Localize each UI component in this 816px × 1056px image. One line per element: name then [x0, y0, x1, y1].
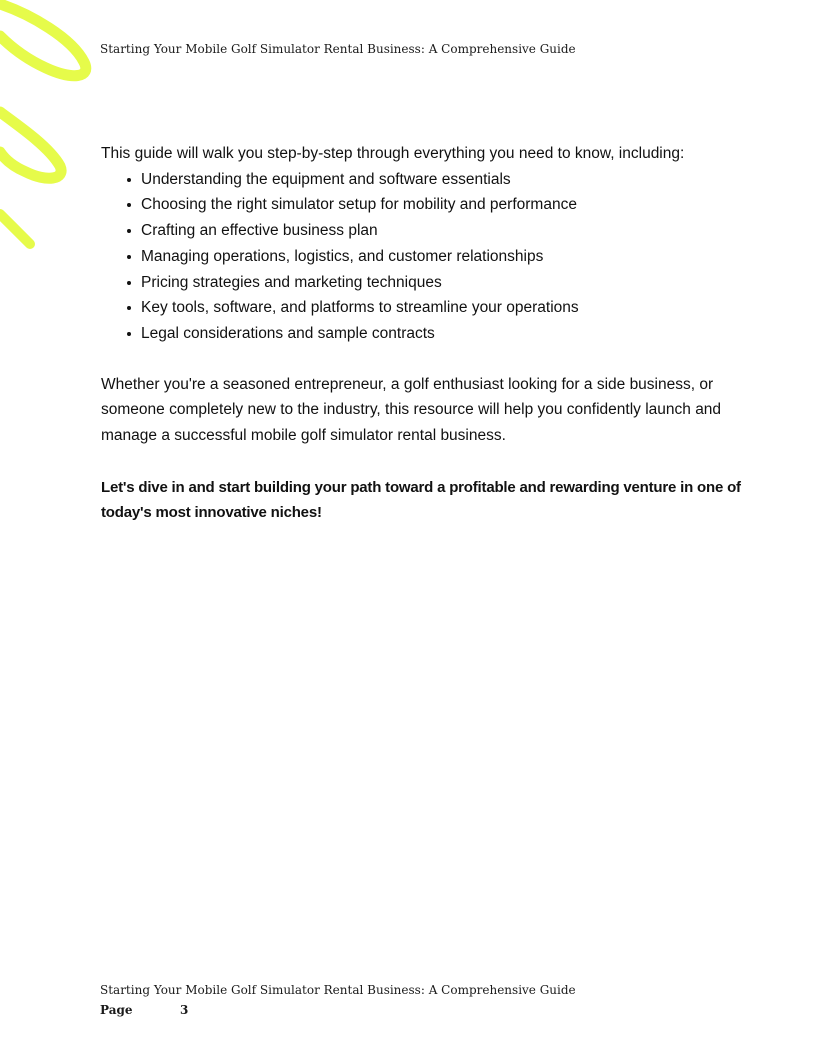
list-item: Legal considerations and sample contracts [141, 321, 741, 347]
intro-text: This guide will walk you step-by-step through everything you need to know, including: [101, 145, 685, 162]
swoosh-stroke-tail [0, 214, 30, 244]
list-item: Choosing the right simulator setup for mobility and performance [141, 192, 741, 218]
page-header-title: Starting Your Mobile Golf Simulator Rental Business: A Comprehensive Guide [100, 42, 576, 56]
list-item: Crafting an effective business plan [141, 218, 741, 244]
list-item: Pricing strategies and marketing techniques [141, 270, 741, 296]
list-item: Key tools, software, and platforms to streamline your operations [141, 295, 741, 321]
list-item: Managing operations, logistics, and customer relationships [141, 244, 741, 270]
page-footer [100, 983, 576, 1017]
footer-title: Starting Your Mobile Golf Simulator Rental Business: A Comprehensive Guide [100, 983, 576, 997]
swoosh-stroke-bottom [0, 112, 61, 178]
list-item: Understanding the equipment and software essentials [141, 167, 741, 193]
page-number-line [100, 1003, 576, 1017]
closing-statement: Let's dive in and start building your path toward a profitable and rewarding venture in one of today's most innovative niches! [101, 478, 741, 522]
decorative-swoosh [0, 0, 110, 260]
swoosh-stroke-top [0, 4, 86, 76]
main-content [101, 141, 741, 526]
page-label: Page [100, 1003, 133, 1017]
page-number: 3 [180, 1003, 189, 1017]
topic-list [101, 167, 741, 347]
body-paragraph: Whether you're a seasoned entrepreneur, a golf enthusiast looking for a side business, or someone completely new to the industry, this resource will help you confidently launch and manage a successful mobile golf simulator rental business. [101, 375, 722, 445]
